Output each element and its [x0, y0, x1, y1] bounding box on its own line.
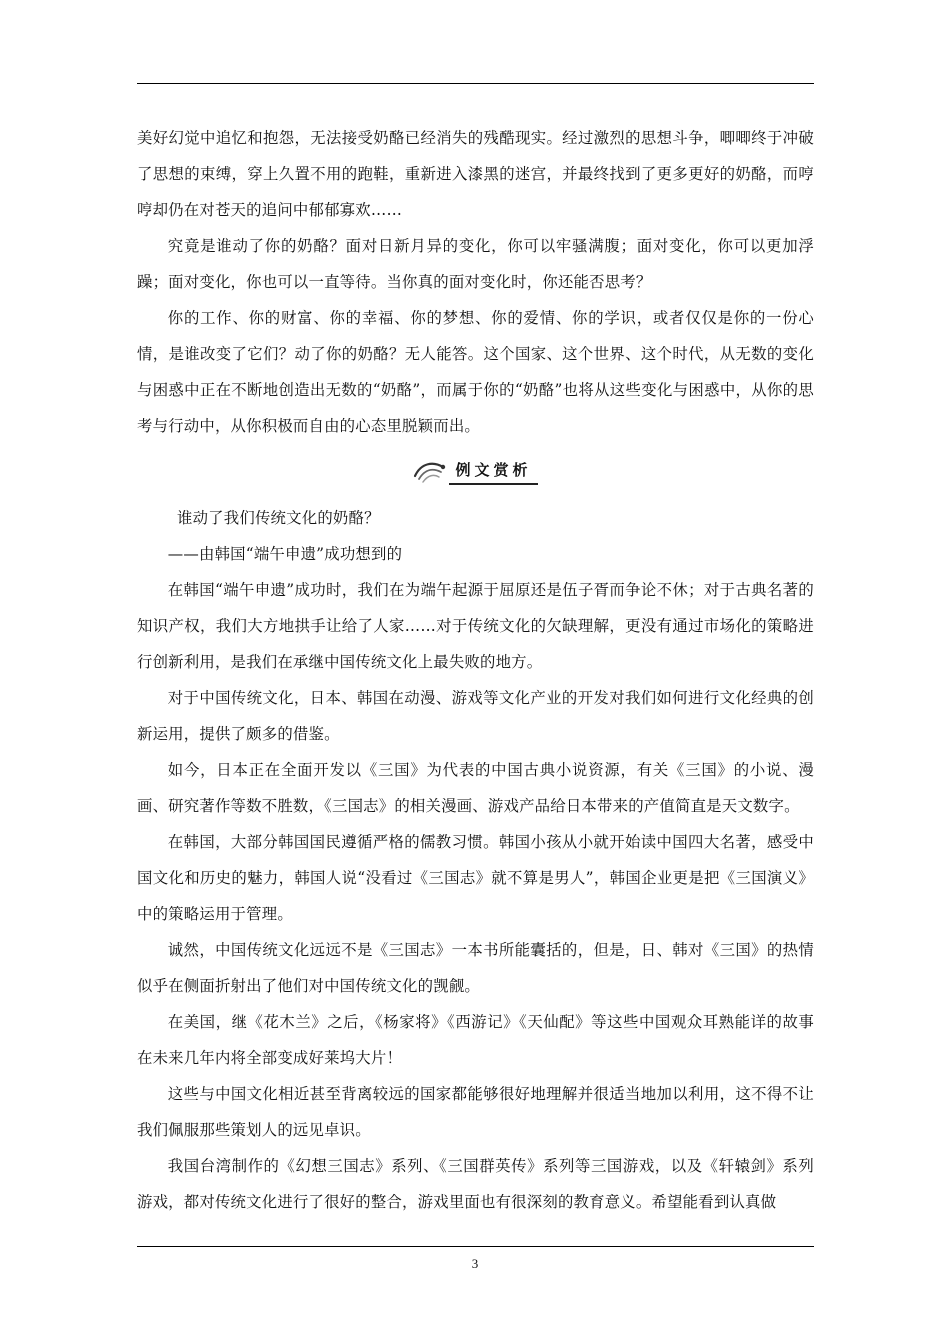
paragraph: 你的工作、你的财富、你的幸福、你的梦想、你的爱情、你的学识，或者仅仅是你的一份心情，是谁改变了它们？动了你的奶酪？无人能答。这个国家、这个世界、这个时代，从无数的变化与困惑中正在不断地创造出无数的“奶酪”，而属于你的“奶酪”也将从这些变化与困惑中，从你的思考与行动中，从你积极而自由的心态里脱颖而出。 [137, 309, 814, 435]
article-paragraph: 我国台湾制作的《幻想三国志》系列、《三国群英传》系列等三国游戏，以及《轩辕剑》系列游戏，都对传统文化进行了很好的整合，游戏里面也有很深刻的教育意义。希望能看到认真做 [137, 1157, 814, 1211]
section-header [137, 448, 814, 496]
article-paragraph: 在美国，继《花木兰》之后，《杨家将》《西游记》《天仙配》等这些中国观众耳熟能详的故事在未来几年内将全部变成好莱坞大片！ [137, 1013, 814, 1067]
article-title: 谁动了我们传统文化的奶酪？ [177, 509, 380, 527]
page-number: 3 [471, 1256, 479, 1271]
header-rule [137, 83, 814, 84]
footer-rule [137, 1246, 814, 1247]
article-paragraph: 对于中国传统文化，日本、韩国在动漫、游戏等文化产业的开发对我们如何进行文化经典的创新运用，提供了颇多的借鉴。 [137, 689, 814, 743]
paragraph: 究竟是谁动了你的奶酪？面对日新月异的变化，你可以牢骚满腹；面对变化，你可以更加浮躁；面对变化，你也可以一直等待。当你真的面对变化时，你还能否思考？ [137, 237, 814, 291]
article-paragraph: 如今，日本正在全面开发以《三国》为代表的中国古典小说资源，有关《三国》的小说、漫画、研究著作等数不胜数，《三国志》的相关漫画、游戏产品给日本带来的产值简直是天文数字。 [137, 761, 814, 815]
swirl-icon [413, 459, 447, 485]
article-subtitle: ——由韩国“端午申遗”成功想到的 [167, 545, 403, 563]
article-paragraph: 在韩国，大部分韩国国民遵循严格的儒教习惯。韩国小孩从小就开始读中国四大名著，感受中国文化和历史的魅力，韩国人说“没看过《三国志》就不算是男人”，韩国企业更是把《三国演义》中的策略运用于管理。 [137, 833, 814, 923]
section-badge [413, 459, 537, 485]
page-content [137, 120, 814, 1220]
article-paragraph: 这些与中国文化相近甚至背离较远的国家都能够很好地理解并很适当地加以利用，这不得不让我们佩服那些策划人的远见卓识。 [137, 1085, 814, 1139]
article-paragraph: 诚然，中国传统文化远远不是《三国志》一本书所能囊括的，但是，日、韩对《三国》的热情似乎在侧面折射出了他们对中国传统文化的觊觎。 [137, 941, 814, 995]
section-label: 例文赏析 [449, 459, 537, 485]
article-paragraph: 在韩国“端午申遗”成功时，我们在为端午起源于屈原还是伍子胥而争论不休；对于古典名著的知识产权，我们大方地拱手让给了人家……对于传统文化的欠缺理解，更没有通过市场化的策略进行创新利用，是我们在承继中国传统文化上最失败的地方。 [137, 581, 814, 671]
paragraph: 美好幻觉中追忆和抱怨，无法接受奶酪已经消失的残酷现实。经过激烈的思想斗争，唧唧终于冲破了思想的束缚，穿上久置不用的跑鞋，重新进入漆黑的迷宫，并最终找到了更多更好的奶酪，而哼哼却仍在对苍天的追问中郁郁寡欢…… [137, 129, 814, 219]
